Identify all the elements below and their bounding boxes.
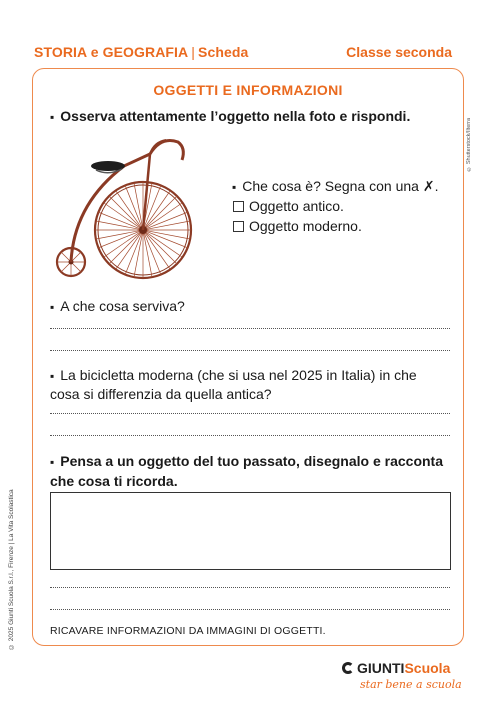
subject-label: STORIA e GEOGRAFIA (34, 44, 189, 60)
bicycle-photo (46, 132, 206, 282)
answer-line[interactable] (50, 328, 450, 329)
answer-line[interactable] (50, 435, 450, 436)
grade-label: Classe seconda (346, 44, 452, 60)
sheet-type: Scheda (198, 44, 249, 60)
header-subject (34, 44, 248, 60)
checkbox-icon[interactable] (233, 201, 244, 212)
question-observe-text: Osserva attentamente l’oggetto nella foto e rispondi. (60, 108, 411, 124)
answer-line[interactable] (50, 350, 450, 351)
option-modern-label: Oggetto moderno. (249, 218, 362, 234)
logo-brand-1: GIUNTI (357, 660, 405, 676)
photo-credit: © Shutterstock/Ilterra (466, 118, 472, 172)
question-difference (50, 366, 450, 403)
giunti-logo-icon (342, 662, 354, 674)
logo-tagline: star bene a scuola (360, 678, 462, 691)
publisher-logo (342, 660, 450, 676)
header-separator: | (191, 44, 196, 60)
question-observe (50, 108, 410, 124)
question-purpose (50, 298, 185, 314)
option-antique[interactable] (233, 198, 344, 214)
answer-line[interactable] (50, 587, 450, 588)
question-memory-text: Pensa a un oggetto del tuo passato, disegnalo e racconta che cosa ti ricorda. (50, 453, 444, 489)
checkbox-icon[interactable] (233, 221, 244, 232)
worksheet-title: OGGETTI E INFORMAZIONI (153, 82, 343, 98)
question-what-is-text: Che cosa è? Segna con una ✗. (242, 178, 439, 194)
skill-note: RICAVARE INFORMAZIONI DA IMMAGINI DI OGGETTI. (50, 625, 326, 637)
answer-line[interactable] (50, 413, 450, 414)
option-modern[interactable] (233, 218, 362, 234)
question-purpose-text: A che cosa serviva? (60, 298, 185, 314)
question-memory (50, 452, 450, 491)
option-antique-label: Oggetto antico. (249, 198, 344, 214)
copyright-text: © 2025 Giunti Scuola S.r.l., Firenze | La Vita Scolastica (8, 489, 15, 650)
logo-brand-2: Scuola (404, 660, 451, 676)
answer-line[interactable] (50, 609, 450, 610)
question-difference-text: La bicicletta moderna (che si usa nel 2025 in Italia) in che cosa si differenzia da quella antica? (50, 367, 417, 402)
question-what-is (232, 178, 438, 195)
drawing-box[interactable] (50, 492, 451, 570)
